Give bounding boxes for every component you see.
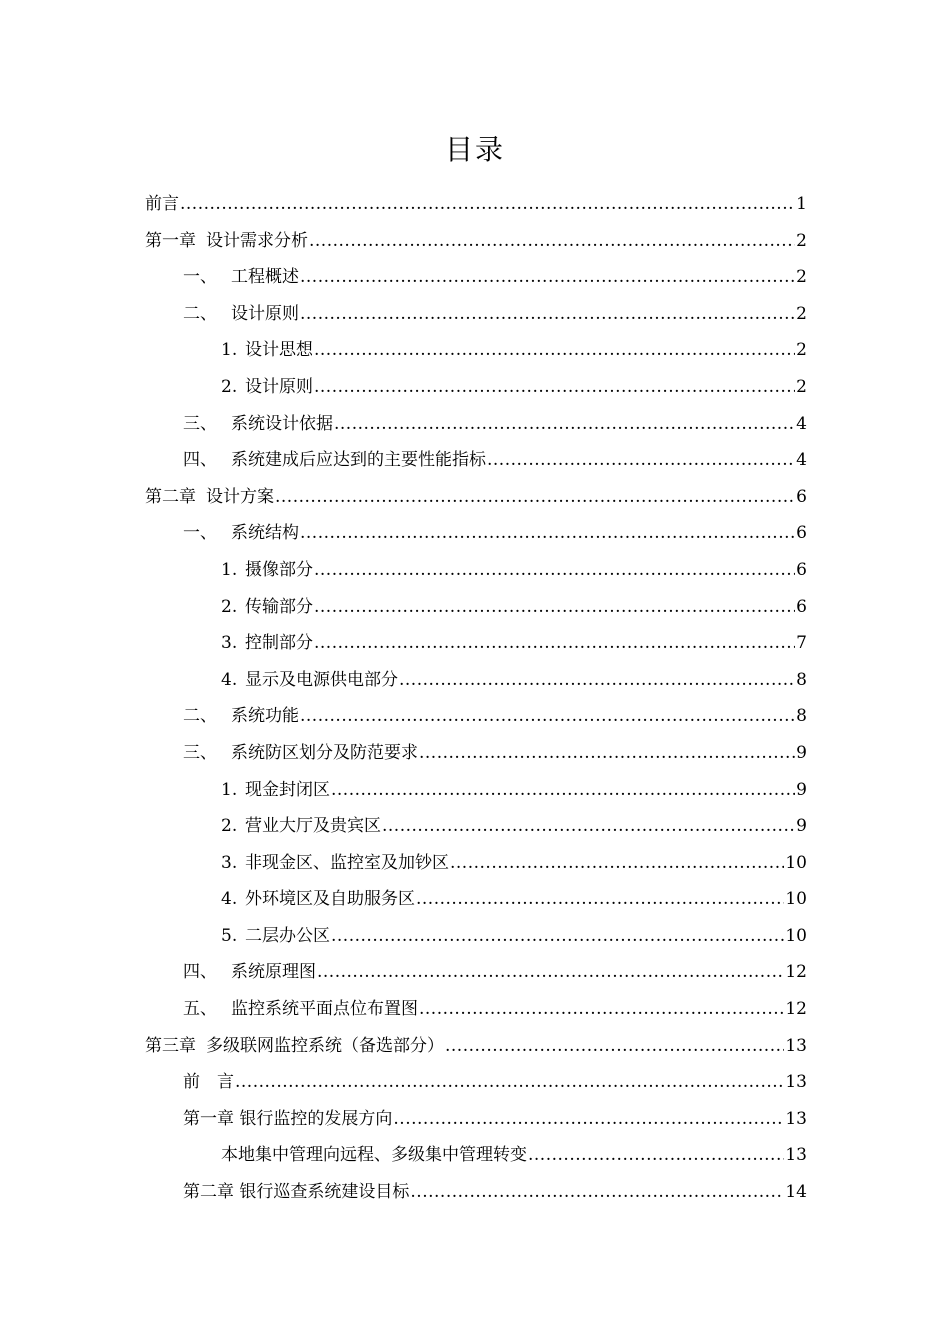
toc-dot-leader	[416, 881, 784, 918]
toc-dot-leader	[331, 918, 784, 955]
toc-entry-page-number: 10	[785, 889, 807, 910]
toc-entry-text: 现金封闭区	[245, 779, 330, 800]
toc-dot-leader	[410, 1174, 784, 1211]
toc-entry-text: 外环境区及自助服务区	[245, 889, 415, 910]
toc-dot-leader	[334, 406, 795, 443]
toc-entry-number: 二、	[183, 706, 217, 727]
toc-entry-page-number: 2	[796, 230, 807, 251]
toc-dot-leader	[300, 296, 795, 333]
toc-entry-text: 第二章 银行巡查系统建设目标	[183, 1182, 410, 1203]
toc-dot-leader	[314, 589, 795, 626]
toc-entry-text: 设计原则	[245, 376, 313, 397]
toc-dot-leader	[419, 991, 784, 1028]
toc-entry-text: 设计思想	[245, 340, 313, 361]
toc-entry[interactable]	[145, 589, 807, 626]
toc-entry[interactable]	[145, 772, 807, 809]
toc-entry-page-number: 6	[796, 523, 807, 544]
toc-entry-number: 3.	[221, 633, 238, 654]
toc-entry-text: 二层办公区	[245, 925, 330, 946]
toc-entry-text: 监控系统平面点位布置图	[231, 999, 418, 1020]
toc-dot-leader	[300, 698, 795, 735]
toc-dot-leader	[528, 1137, 784, 1174]
toc-entry[interactable]	[145, 479, 807, 516]
toc-entry-page-number: 6	[796, 596, 807, 617]
toc-entry[interactable]	[145, 1101, 807, 1138]
toc-entry[interactable]	[145, 1064, 807, 1101]
toc-entry-number: 4.	[221, 669, 238, 690]
toc-dot-leader	[275, 479, 795, 516]
toc-entry-text: 前 言	[183, 1072, 234, 1093]
toc-entry-text: 系统结构	[231, 523, 299, 544]
toc-entry[interactable]	[145, 369, 807, 406]
toc-dot-leader	[445, 1028, 784, 1065]
toc-dot-leader	[235, 1064, 784, 1101]
toc-entry-page-number: 9	[796, 816, 807, 837]
toc-dot-leader	[382, 808, 795, 845]
toc-entry-page-number: 4	[796, 413, 807, 434]
toc-dot-leader	[300, 259, 795, 296]
toc-entry-text: 非现金区、监控室及加钞区	[245, 852, 449, 873]
toc-entry-page-number: 8	[796, 669, 807, 690]
toc-entry-number: 第三章	[145, 1035, 196, 1056]
toc-entry-text: 传输部分	[245, 596, 313, 617]
toc-entry-text: 前言	[145, 194, 179, 214]
toc-dot-leader	[314, 369, 795, 406]
toc-entry-number: 一、	[183, 523, 217, 544]
toc-entry-text: 营业大厅及贵宾区	[245, 816, 381, 837]
toc-dot-leader	[393, 1101, 784, 1138]
toc-entry-number: 4.	[221, 889, 238, 910]
toc-entry-page-number: 6	[796, 486, 807, 507]
toc-entry-page-number: 4	[796, 450, 807, 471]
table-of-contents	[145, 186, 807, 1211]
toc-entry-number: 五、	[183, 999, 217, 1020]
toc-entry[interactable]	[145, 259, 807, 296]
toc-entry-text: 系统原理图	[231, 962, 316, 983]
toc-entry-text: 设计需求分析	[206, 230, 308, 251]
toc-entry[interactable]	[145, 296, 807, 333]
toc-entry-text: 本地集中管理向远程、多级集中管理转变	[221, 1145, 527, 1166]
toc-entry-page-number: 10	[785, 852, 807, 873]
toc-entry-number: 2.	[221, 596, 238, 617]
toc-entry-text: 多级联网监控系统（备选部分）	[206, 1035, 444, 1056]
toc-dot-leader	[331, 772, 795, 809]
toc-dot-leader	[450, 845, 784, 882]
toc-entry-number: 1.	[221, 559, 238, 580]
toc-entry-page-number: 13	[785, 1072, 807, 1093]
toc-dot-leader	[300, 515, 795, 552]
toc-title: 目录	[444, 133, 505, 166]
toc-entry-number: 第一章	[145, 230, 196, 251]
toc-entry[interactable]	[145, 1137, 807, 1174]
toc-entry-number: 2.	[221, 816, 238, 837]
toc-entry-page-number: 6	[796, 559, 807, 580]
toc-entry-number: 二、	[183, 303, 217, 324]
toc-entry-number: 3.	[221, 852, 238, 873]
toc-dot-leader	[487, 442, 795, 479]
toc-entry[interactable]	[145, 625, 807, 662]
toc-entry-page-number: 2	[796, 303, 807, 324]
toc-entry-page-number: 13	[785, 1108, 807, 1129]
toc-entry-text: 摄像部分	[245, 559, 313, 580]
toc-entry-text: 系统功能	[231, 706, 299, 727]
toc-entry[interactable]	[145, 515, 807, 552]
toc-entry-number: 四、	[183, 962, 217, 983]
toc-entry[interactable]	[145, 991, 807, 1028]
toc-entry-page-number: 9	[796, 742, 807, 763]
toc-entry-text: 系统防区划分及防范要求	[231, 742, 418, 763]
toc-entry-number: 5.	[221, 925, 238, 946]
toc-entry[interactable]	[145, 332, 807, 369]
toc-entry-text: 系统设计依据	[231, 413, 333, 434]
toc-entry[interactable]	[145, 1174, 807, 1211]
toc-entry[interactable]	[145, 918, 807, 955]
toc-dot-leader	[314, 552, 795, 589]
toc-dot-leader	[314, 332, 795, 369]
toc-entry[interactable]	[145, 735, 807, 772]
toc-entry-number: 三、	[183, 413, 217, 434]
toc-entry[interactable]	[145, 552, 807, 589]
toc-entry[interactable]	[145, 662, 807, 699]
toc-entry-page-number: 12	[785, 962, 807, 983]
toc-dot-leader	[309, 223, 795, 260]
toc-entry[interactable]	[145, 808, 807, 845]
toc-entry-page-number: 13	[785, 1035, 807, 1056]
toc-dot-leader	[180, 186, 795, 223]
toc-entry-text: 设计方案	[206, 486, 274, 507]
toc-entry[interactable]	[145, 881, 807, 918]
toc-entry-text: 系统建成后应达到的主要性能指标	[231, 450, 486, 471]
toc-entry[interactable]	[145, 954, 807, 991]
toc-entry[interactable]	[145, 442, 807, 479]
toc-entry[interactable]	[145, 406, 807, 443]
toc-entry-page-number: 14	[785, 1182, 807, 1203]
toc-entry-page-number: 2	[796, 376, 807, 397]
toc-entry[interactable]	[145, 698, 807, 735]
toc-dot-leader	[399, 662, 795, 699]
toc-entry[interactable]	[145, 223, 807, 260]
toc-entry-text: 控制部分	[245, 633, 313, 654]
toc-entry-text: 设计原则	[231, 303, 299, 324]
toc-dot-leader	[317, 954, 784, 991]
toc-entry-number: 三、	[183, 742, 217, 763]
toc-entry-page-number: 8	[796, 706, 807, 727]
toc-entry-page-number: 13	[785, 1145, 807, 1166]
toc-entry[interactable]	[145, 845, 807, 882]
toc-entry[interactable]	[145, 1028, 807, 1065]
toc-dot-leader	[314, 625, 795, 662]
toc-entry-number: 2.	[221, 376, 238, 397]
toc-entry-number: 1.	[221, 779, 238, 800]
toc-entry[interactable]	[145, 186, 807, 223]
toc-entry-text: 工程概述	[231, 267, 299, 288]
toc-entry-number: 第二章	[145, 486, 196, 507]
toc-entry-number: 1.	[221, 340, 238, 361]
toc-entry-number: 一、	[183, 267, 217, 288]
toc-entry-page-number: 7	[796, 633, 807, 654]
toc-entry-page-number: 2	[796, 267, 807, 288]
toc-entry-text: 第一章 银行监控的发展方向	[183, 1108, 393, 1129]
toc-entry-page-number: 10	[785, 925, 807, 946]
toc-entry-page-number: 2	[796, 340, 807, 361]
toc-dot-leader	[419, 735, 795, 772]
toc-entry-text: 显示及电源供电部分	[245, 669, 398, 690]
toc-entry-page-number: 9	[796, 779, 807, 800]
toc-entry-page-number: 12	[785, 999, 807, 1020]
toc-entry-page-number: 1	[796, 194, 807, 214]
toc-entry-number: 四、	[183, 450, 217, 471]
